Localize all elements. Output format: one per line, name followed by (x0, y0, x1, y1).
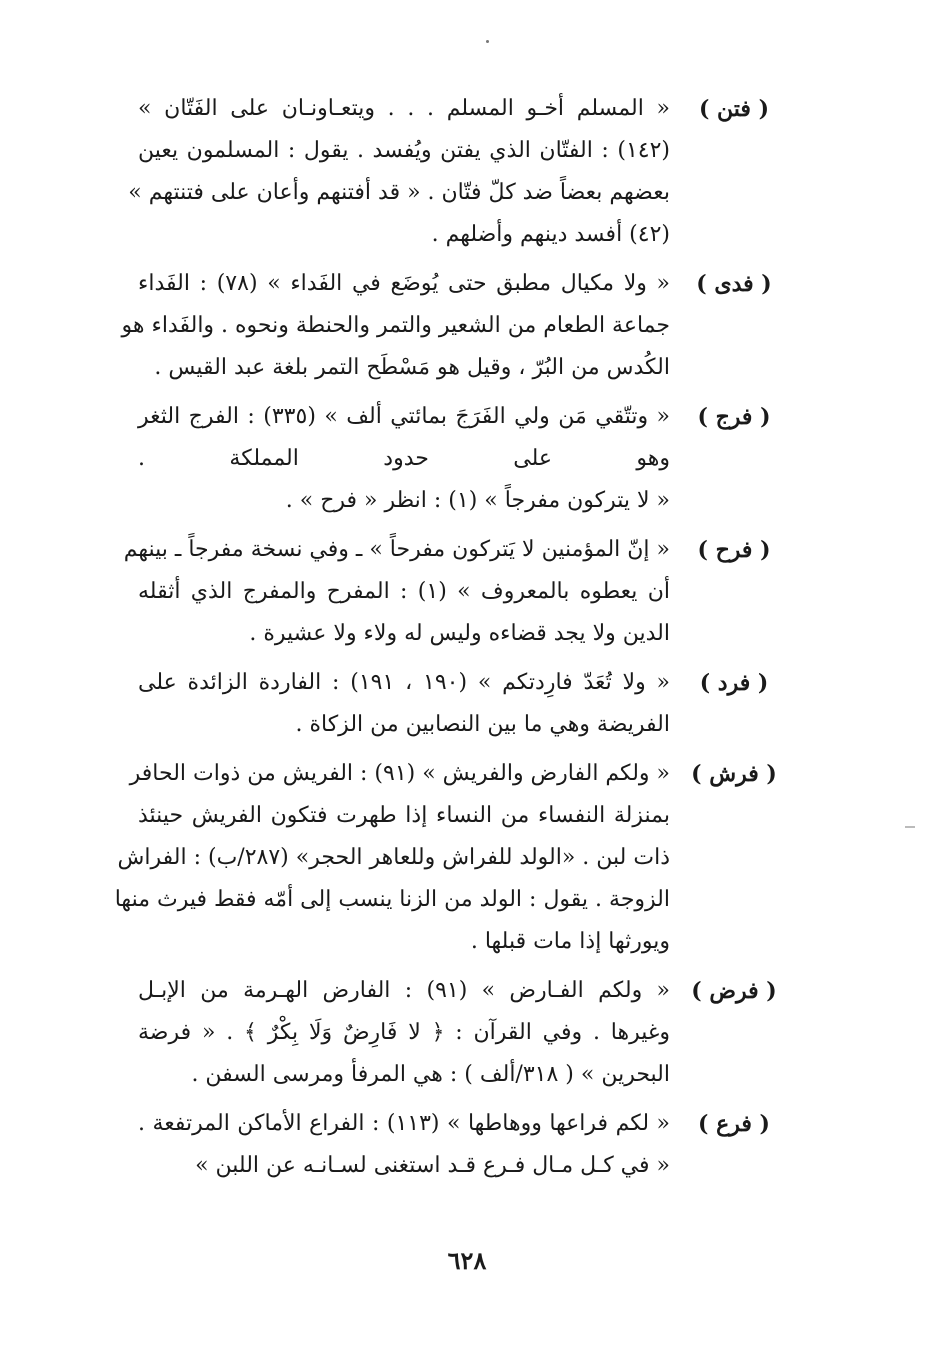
dictionary-entry (138, 662, 798, 746)
entry-line: « لكم فراعها ووهاطها » (١١٣) : الفراع الأماكن المرتفعة . (138, 1111, 671, 1136)
dictionary-entry (114, 753, 798, 963)
entry-line: « إنّ المؤمنين لا يَتركون مفرحاً » ـ وفي نسخة مفرجاً ـ بينهم (123, 537, 670, 562)
entry-headword: ( فرع ) (698, 1111, 770, 1137)
entry-body (138, 662, 670, 746)
decorative-dot (486, 40, 489, 43)
entry-line: جماعة الطعام من الشعير والتمر والحنطة ونحوه . والفَداء هو (121, 313, 670, 338)
entry-headword: ( فرح ) (697, 537, 771, 563)
entry-line: « ولكم الفارض والفريش » (٩١) : الفريش من ذوات الحافر (129, 761, 670, 786)
entry-body (128, 88, 670, 256)
entry-body (138, 1103, 670, 1187)
entry-line: بعضهم بعضاً ضد كلّ فتّان . « قد أفتنهم وأعان على فتنتهم » (128, 180, 670, 205)
entry-line: (٤٢) أفسد دينهم وأضلهم . (431, 222, 670, 247)
entry-headword: ( فتن ) (698, 96, 770, 122)
entry-line: البحرين » ( ٣١٨/ألف ) : هي المرفأ ومرسى السفن . (191, 1062, 670, 1087)
entry-line: وهو على حدود المملكة . (138, 446, 670, 471)
entry-line: الزوجة . يقول : الولد من الزنا ينسب إلى أمّه فقط فيرث منها (114, 887, 670, 912)
page-number: ٦٢٨ (447, 1246, 487, 1275)
dictionary-entry (138, 396, 798, 522)
entry-line: ويورثها إذا مات قبلها . (470, 929, 670, 954)
entry-line: « وتتّقي مَن ولي الفَرَجَ بمائتي ألف » (٣٣٥) : الفرج الثغر (138, 404, 671, 429)
entry-body (114, 753, 670, 963)
entry-body (123, 529, 670, 655)
entry-line: « ولكم الفـارض » (٩١) : الفارض الهـرمة من الإبـل (138, 978, 670, 1003)
dictionary-entry (128, 88, 798, 256)
entry-body (121, 263, 670, 389)
scan-mark (905, 826, 915, 828)
dictionary-entry (123, 529, 798, 655)
entry-headword: ( فرش ) (691, 761, 777, 787)
entry-line: « ولا مكيال مطبق حتى يُوضَع في الفَداء » (٧٨) : الفَداء (138, 271, 670, 296)
entry-line: الفريضة وهي ما بين النصابين من الزكاة . (295, 712, 670, 737)
entry-line: وغيرها . وفي القرآن : ﴿ لا فَارِضٌ وَلَا بِكْرٌ ﴾ . « فرضة (138, 1020, 670, 1045)
entry-headword: ( فرد ) (699, 670, 769, 696)
entry-headword: ( فدى ) (696, 271, 772, 297)
entry-line: بمنزلة النفساء من النساء إذا طهرت فتكون الفريش حينئذ (138, 803, 670, 828)
entry-line: الدين ولا يجد قضاءه وليس له ولاء ولا عشيرة . (249, 621, 670, 646)
entry-line: « ولا تُعَدّ فارِدتكم » (١٩٠ ، ١٩١) : الفاردة الزائدة على (138, 670, 670, 695)
dictionary-entry (138, 1103, 798, 1187)
entry-headword: ( فرض ) (691, 978, 777, 1004)
entry-line: « في كـل مـال فـرع قـد استغنى لسـانـه عن اللبن » (195, 1153, 670, 1178)
entry-line: (١٤٢) : الفتّان الذي يفتن ويُفسد . يقول : المسلمون يعين (138, 138, 670, 163)
entry-line: أن يعطوه بالمعروف » (١) : المفرح والمفرج الذي أثقله (138, 579, 670, 604)
entry-body (138, 970, 670, 1096)
entries-list (114, 88, 798, 1194)
dictionary-entry (138, 970, 798, 1096)
entry-line: ذات لبن . «الولد للفراش وللعاهر الحجر» (٢٨٧/ب) : الفراش (117, 845, 670, 870)
entry-line: « المسلم أخـو المسلم . . . ويتعـاونـان على الفَتّان » (138, 96, 670, 121)
entry-line: الكُدس من البُرّ ، وقيل هو مَسْطَح التمر بلغة عبد القيس . (154, 355, 670, 380)
entry-headword: ( فرج ) (697, 404, 771, 430)
entry-line: « لا يتركون مفرجاً » (١) : انظر « فرح » . (285, 488, 670, 513)
entry-body (138, 396, 670, 522)
dictionary-entry (121, 263, 798, 389)
